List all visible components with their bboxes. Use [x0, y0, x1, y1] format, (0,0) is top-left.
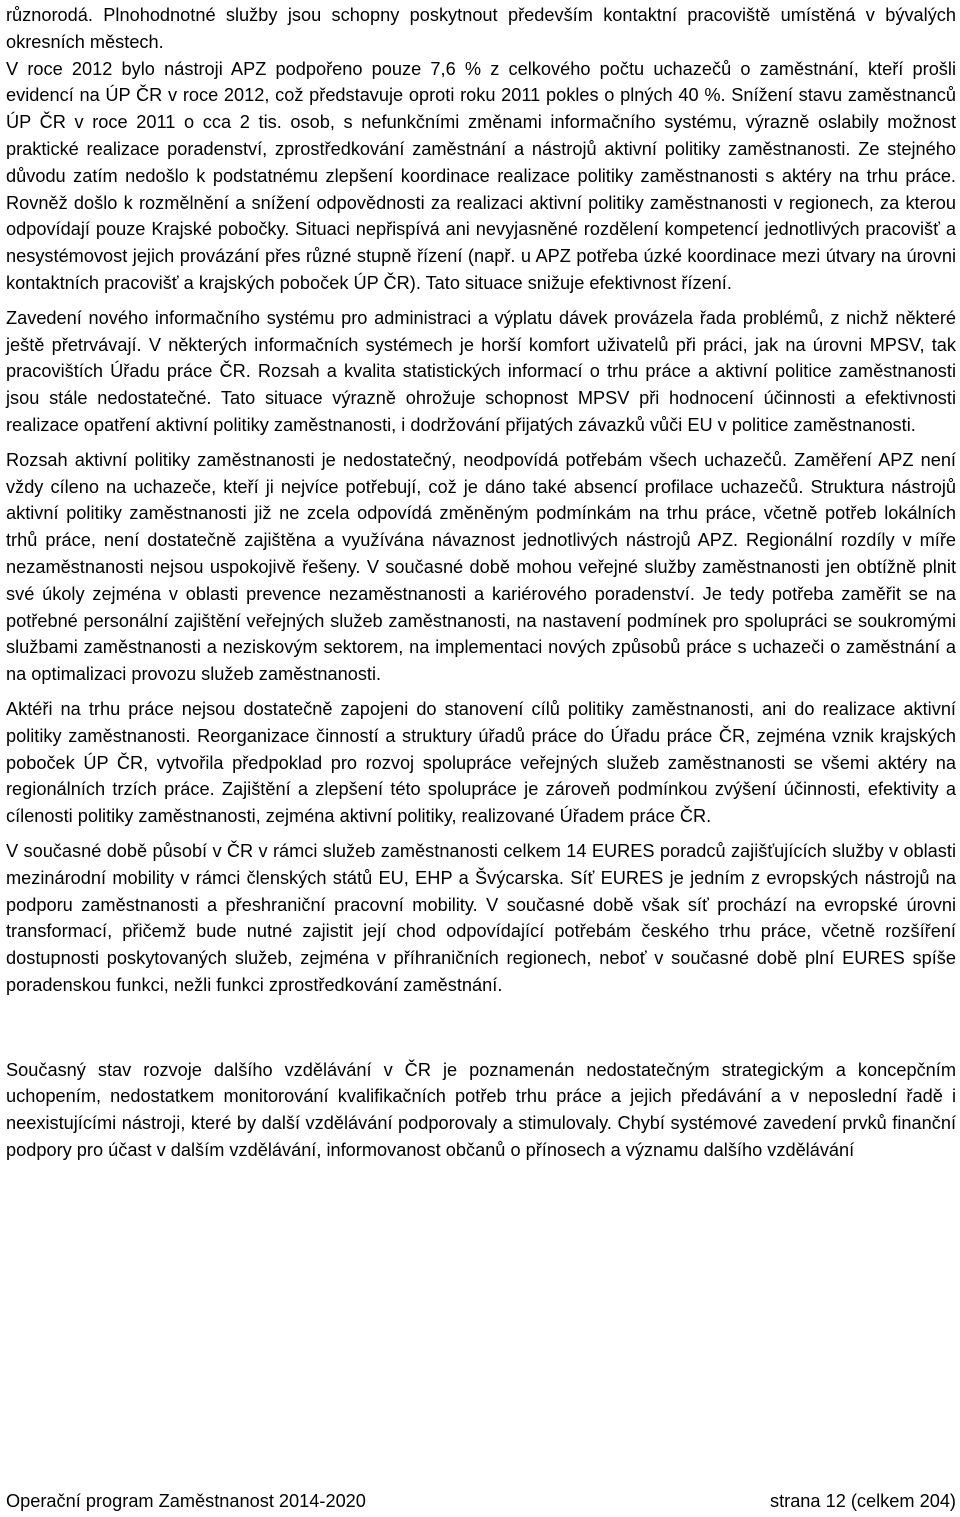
paragraph-7: Současný stav rozvoje dalšího vzdělávání v ČR je poznamenán nedostatečným strategickým a koncepčním uchopením, nedostatkem monitorování kvalifikačních potřeb trhu práce a jejich předávání a v neposlední řadě i neexistujícími nástroji, které by další vzdělávání podporovaly a stimulovaly. Chybí systémové zavedení prvků finanční podpory pro účast v dalším vzdělávání, informovanost občanů o přínosech a významu dalšího vzdělávání: [6, 1059, 956, 1161]
paragraph-1: různorodá. Plnohodnotné služby jsou schopny poskytnout především kontaktní pracoviště umístěná v bývalých okresních městech.: [6, 5, 956, 52]
paragraph-4: Rozsah aktivní politiky zaměstnanosti je nedostatečný, neodpovídá potřebám všech uchazečů. Zaměření APZ není vždy cíleno na uchazeče, kteří ji nejvíce potřebují, což je dáno také absencí profilace uchazečů. Struktura nástrojů aktivní politiky zaměstnanosti již ne zcela odpovídá změněným podmínkám na trhu práce, včetně potřeb lokálních trhů práce, není dostatečně zajištěna a využívána návaznost jednotlivých nástrojů APZ. Regionální rozdíly v míře nezaměstnanosti nejsou uspokojivě řešeny. V současné době mohou veřejné služby zaměstnanosti jen obtížně plnit své úkoly zejména v oblasti prevence nezaměstnanosti a kariérového poradenství. Je tedy potřeba zaměřit se na potřebné personální zajištění veřejných služeb zaměstnanosti, na nastavení podmínek pro spolupráci se soukromými službami zaměstnanosti a neziskovým sektorem, na implementaci nových způsobů práce s uchazeči o zaměstnání a na optimalizaci provozu služeb zaměstnanosti.: [6, 449, 956, 685]
footer-page-number: strana 12 (celkem 204): [769, 1491, 956, 1511]
document-body: [6, 2, 956, 1164]
paragraph-5: Aktéři na trhu práce nejsou dostatečně zapojeni do stanovení cílů politiky zaměstnanosti, ani do realizace aktivní politiky zaměstnanosti. Reorganizace činností a struktury úřadů práce do Úřadu práce ČR, zejména vznik krajských poboček ÚP ČR, vytvořila předpoklad pro rozvoj spolupráce veřejných služeb zaměstnanosti se všemi aktéry na regionálních trzích práce. Zajištění a zlepšení této spolupráce je zároveň podmínkou zvýšení účinnosti, efektivity a cílenosti politiky zaměstnanosti, zejména aktivní politiky, realizované Úřadem práce ČR.: [6, 698, 956, 827]
paragraph-3: Zavedení nového informačního systému pro administraci a výplatu dávek provázela řada problémů, z nichž některé ještě přetrvávají. V některých informačních systémech je horší komfort uživatelů při práci, jak na úrovni MPSV, tak pracovištích Úřadu práce ČR. Rozsah a kvalita statistických informací o trhu práce a aktivní politice zaměstnanosti jsou stále nedostatečné. Tato situace výrazně ohrožuje schopnost MPSV při hodnocení účinnosti a efektivnosti realizace opatření aktivní politiky zaměstnanosti, i dodržování přijatých závazků vůči EU v politice zaměstnanosti.: [6, 307, 956, 435]
paragraph-2: V roce 2012 bylo nástroji APZ podpořeno pouze 7,6 % z celkového počtu uchazečů o zaměstnání, kteří prošli evidencí na ÚP ČR v roce 2012, což představuje oproti roku 2011 pokles o plných 40 %. Snížení stavu zaměstnanců ÚP ČR v roce 2011 o cca 2 tis. osob, s nefunkčními změnami informačního systému, výrazně oslabily možnost praktické realizace poradenství, zprostředkování zaměstnání a nástrojů aktivní politiky zaměstnanosti. Ze stejného důvodu zatím nedošlo k podstatnému zlepšení koordinace realizace politiky zaměstnanosti s aktéry na trhu práce. Rovněž došlo k rozmělnění a snížení odpovědnosti za realizaci aktivní politiky zaměstnanosti v regionech, za kterou odpovídají pouze Krajské pobočky. Situaci nepřispívá ani nevyjasněné rozdělení kompetencí jednotlivých pracovišť a nesystémovost jejich provázání přes různé stupně řízení (např. u APZ potřeba úzké koordinace mezi útvary na úrovni kontaktních pracovišť a krajských poboček ÚP ČR). Tato situace snižuje efektivnost řízení.: [6, 58, 956, 293]
paragraph-6: V současné době působí v ČR v rámci služeb zaměstnanosti celkem 14 EURES poradců zajišťujících služby v oblasti mezinárodní mobility v rámci členských států EU, EHP a Švýcarska. Síť EURES je jedním z evropských nástrojů na podporu zaměstnanosti a přeshraniční pracovní mobility. V současné době však síť prochází na evropské úrovni transformací, přičemž bude nutné zajistit její chod odpovídající potřebám českého trhu práce, včetně rozšíření dostupnosti poskytovaných služeb, zejména v příhraničních regionech, neboť v současné době plní EURES spíše poradenskou funkci, nežli funkci zprostředkování zaměstnání.: [6, 840, 956, 995]
page-footer: [6, 1488, 956, 1514]
footer-document-title: Operační program Zaměstnanost 2014-2020: [6, 1491, 366, 1511]
